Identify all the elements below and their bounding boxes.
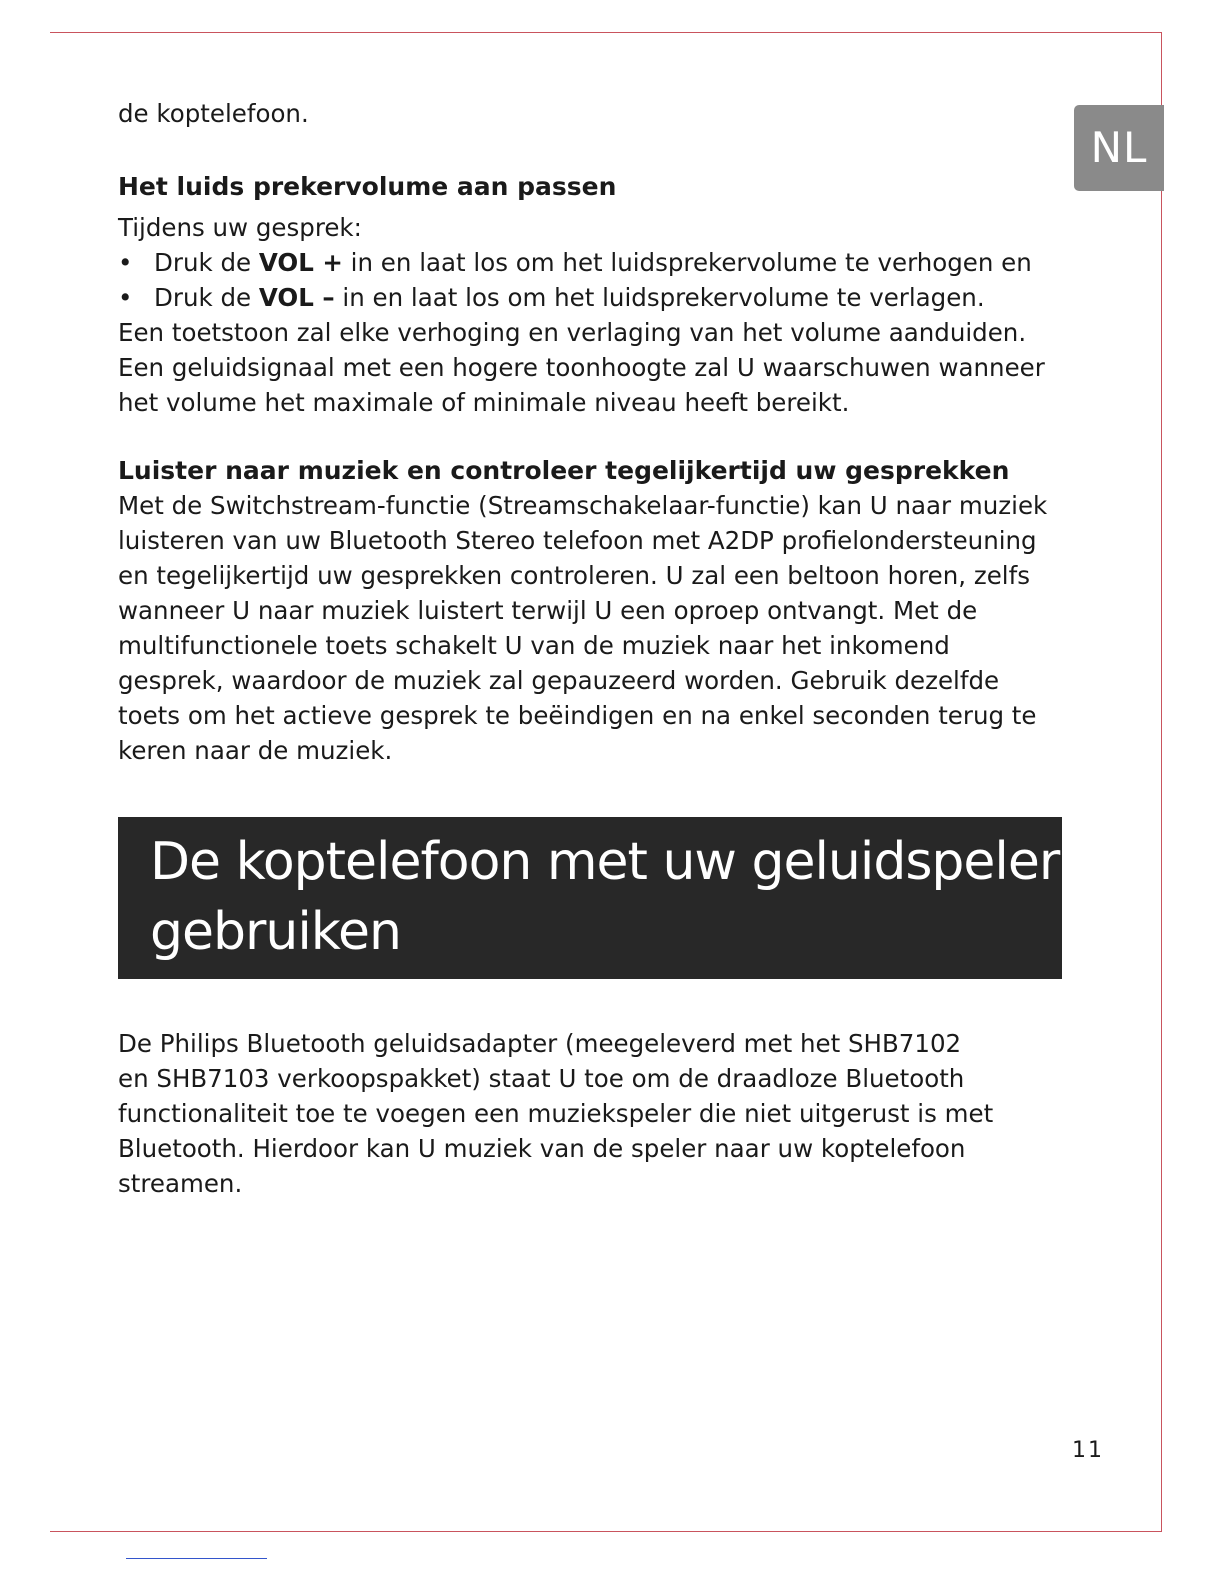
language-tab: NL	[1074, 105, 1164, 191]
chapter-title-line-2: gebruiken	[150, 902, 401, 962]
volume-bullet-item	[118, 245, 1058, 280]
music-heading: Luister naar muziek en controleer tegelijkertijd uw gesprekken	[118, 456, 1010, 485]
key-label-vol-up: VOL +	[258, 248, 343, 277]
volume-bullet-item	[118, 280, 1058, 315]
bullet-prefix: Druk de	[154, 248, 259, 277]
page-frame-top	[50, 32, 1162, 33]
page-number: 11	[1072, 1438, 1104, 1463]
chapter-title	[118, 817, 1062, 967]
key-label-vol-down: VOL –	[258, 283, 335, 312]
bullet-suffix: in en laat los om het luidsprekervolume te verhogen en	[342, 248, 1032, 277]
volume-heading: Het luids prekervolume aan passen	[118, 172, 617, 201]
music-paragraph: Met de Switchstream-functie (Streamschakelaar-functie) kan U naar muziek luisteren van uw Bluetooth Stereo telefoon met A2DP profielondersteuning en tegelijkertijd uw gesprekken controleren. U zal een beltoon horen, zelfs wanneer U naar muziek luistert terwijl U een oproep ontvangt. Met de multifunctionele toets schakelt U van de muziek naar het inkomend gesprek, waardoor de muziek zal gepauzeerd worden. Gebruik dezelfde toets om het actieve gesprek te beëindigen en na enkel seconden terug te keren naar de muziek.	[118, 491, 1048, 765]
volume-bullet-list	[118, 245, 1058, 315]
chapter-content	[118, 1026, 998, 1201]
footer-rule	[126, 1558, 267, 1559]
page-content	[118, 96, 1058, 768]
bullet-prefix: Druk de	[154, 283, 259, 312]
page-frame-bottom	[50, 1531, 1162, 1532]
continuation-text: de koptelefoon.	[118, 99, 309, 128]
volume-paragraph: Een toetstoon zal elke verhoging en verlaging van het volume aanduiden. Een geluidsignaal met een hogere toonhoogte zal U waarschuwen wanneer het volume het maximale of minimale niveau heeft bereikt.	[118, 318, 1045, 417]
chapter-title-band	[118, 817, 1062, 979]
volume-intro: Tijdens uw gesprek:	[118, 213, 362, 242]
bullet-suffix: in en laat los om het luidsprekervolume te verlagen.	[334, 283, 985, 312]
chapter-paragraph: De Philips Bluetooth geluidsadapter (meegeleverd met het SHB7102 en SHB7103 verkoopspakket) staat U toe om de draadloze Bluetooth functionaliteit toe te voegen een muziekspeler die niet uitgerust is met Bluetooth. Hierdoor kan U muziek van de speler naar uw koptelefoon streamen.	[118, 1029, 994, 1198]
bullet-icon: •	[118, 283, 133, 312]
chapter-title-line-1: De koptelefoon met uw geluidspeler	[150, 832, 1060, 892]
page-frame-right	[1161, 32, 1162, 1532]
bullet-icon: •	[118, 248, 133, 277]
